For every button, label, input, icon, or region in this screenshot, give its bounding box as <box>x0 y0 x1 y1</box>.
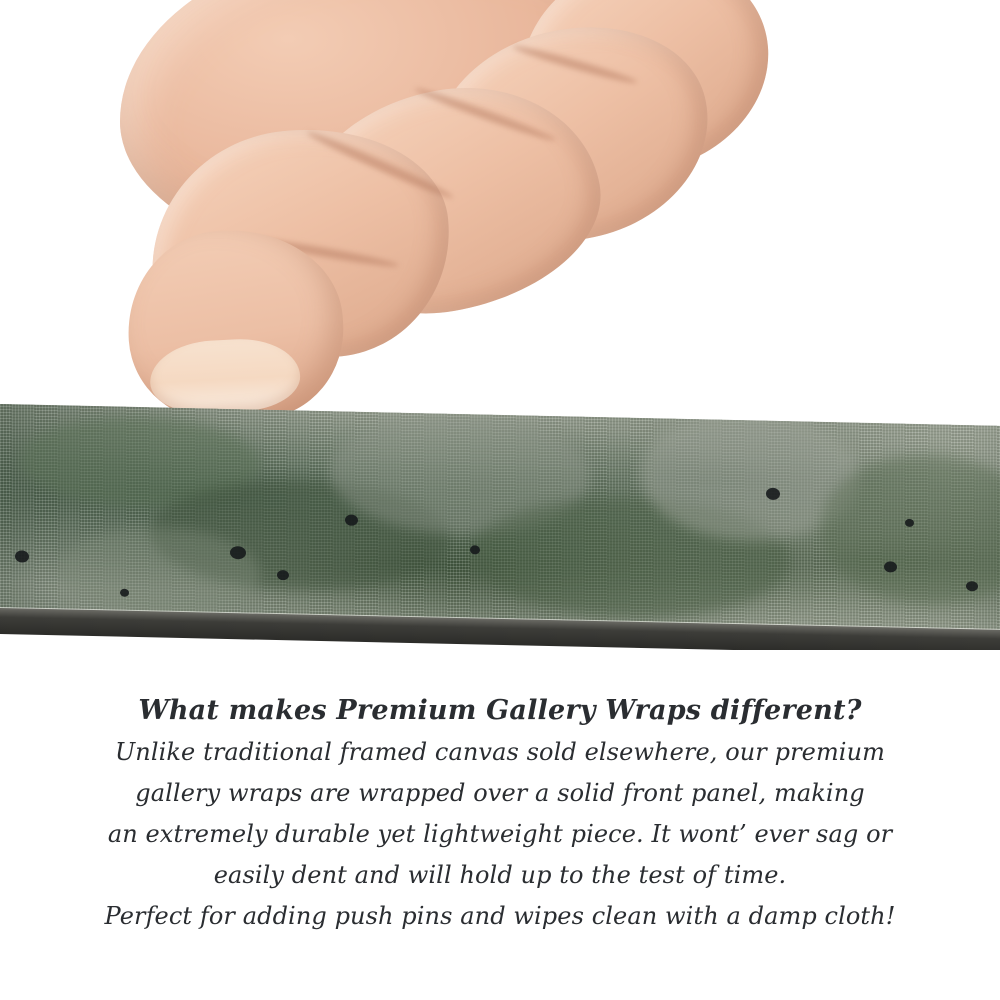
canvas-speck <box>120 589 129 597</box>
canvas-mottle <box>60 525 260 619</box>
caption-line: gallery wraps are wrapped over a solid front panel, making <box>135 779 865 807</box>
canvas-speck <box>15 550 29 562</box>
hand-illustration <box>0 0 1000 430</box>
canvas-speck <box>277 570 289 580</box>
canvas-mottle <box>150 477 450 594</box>
canvas-speck <box>884 561 897 572</box>
caption-block <box>0 690 1000 937</box>
caption-heading: What makes Premium Gallery Wraps different? <box>138 695 862 726</box>
canvas-printed-face <box>0 404 1000 636</box>
canvas-speck <box>470 545 480 554</box>
caption-line: an extremely durable yet lightweight piece. It wont’ ever sag or <box>107 820 893 848</box>
canvas-mottle <box>470 494 790 621</box>
canvas-weave-texture <box>0 404 1000 636</box>
caption-line: Unlike traditional framed canvas sold elsewhere, our premium <box>114 738 885 766</box>
canvas-speck <box>345 515 358 526</box>
canvas-slab <box>0 404 1000 644</box>
caption-line: Perfect for adding push pins and wipes clean with a damp cloth! <box>104 902 896 930</box>
canvas-mottle <box>20 414 260 509</box>
canvas-speck <box>966 581 978 591</box>
caption-line: easily dent and will hold up to the test of time. <box>213 861 787 889</box>
canvas-speck <box>230 546 246 559</box>
canvas-mottle <box>640 408 860 543</box>
canvas-speck <box>905 519 914 527</box>
canvas-mottle <box>330 411 590 537</box>
canvas-speck <box>766 488 780 500</box>
